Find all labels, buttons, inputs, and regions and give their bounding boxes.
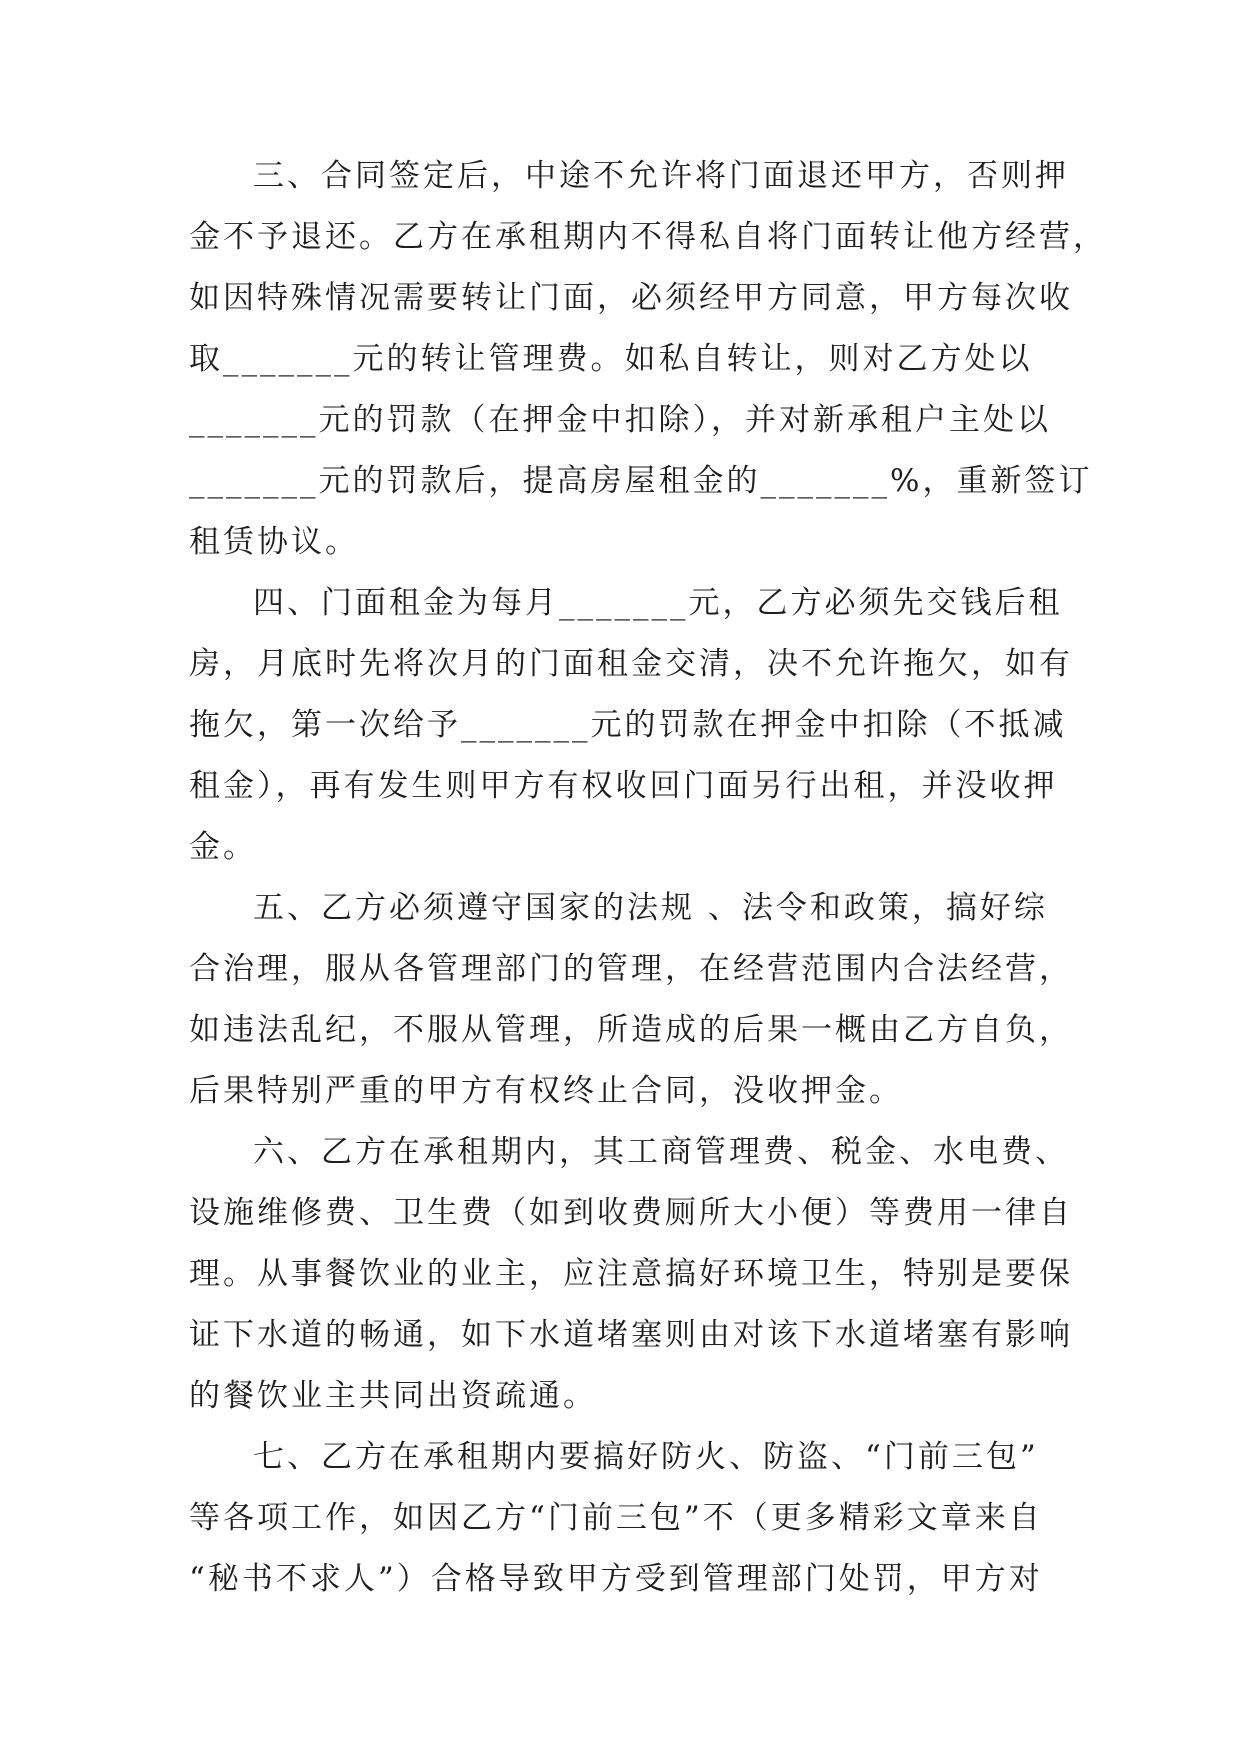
paragraph-line: 房，月底时先将次月的门面租金交清，决不允许拖欠，如有 [189, 646, 1073, 682]
paragraph-line: 五、乙方必须遵守国家的法规 、法令和政策，搞好综 [253, 890, 1048, 926]
paragraph-line: 等各项工作，如因乙方“门前三包”不（更多精彩文章来自 [189, 1500, 1043, 1536]
paragraph-line: 三、合同签定后，中途不允许将门面退还甲方，否则押 [253, 158, 1069, 194]
paragraph-line: 合治理，服从各管理部门的管理，在经营范围内合法经营， [189, 951, 1073, 987]
paragraph-line: _______元的罚款后，提高房屋租金的_______%，重新签订 [189, 463, 1093, 499]
paragraph-clause-3 [189, 146, 1107, 573]
paragraph-line: 金。 [189, 829, 257, 865]
paragraph-line: 七、乙方在承租期内要搞好防火、防盗、“门前三包” [253, 1439, 1039, 1475]
paragraph-line: 理。从事餐饮业的业主，应注意搞好环境卫生，特别是要保 [189, 1256, 1073, 1292]
paragraph-line: 设施维修费、卫生费（如到收费厕所大小便）等费用一律自 [189, 1195, 1073, 1231]
paragraph-line: 金不予退还。乙方在承租期内不得私自将门面转让他方经营， [189, 219, 1107, 255]
paragraph-line: 证下水道的畅通，如下水道堵塞则由对该下水道堵塞有影响 [189, 1317, 1073, 1353]
document-body [189, 146, 1107, 1610]
paragraph-clause-6 [189, 1122, 1073, 1427]
paragraph-clause-5 [189, 878, 1073, 1122]
paragraph-line: 如因特殊情况需要转让门面，必须经甲方同意，甲方每次收 [189, 280, 1073, 316]
paragraph-line: 后果特别严重的甲方有权终止合同，没收押金。 [189, 1073, 903, 1109]
paragraph-clause-4 [189, 573, 1073, 878]
paragraph-line: 取_______元的转让管理费。如私自转让，则对乙方处以 [189, 341, 1033, 377]
paragraph-line: 四、门面租金为每月_______元，乙方必须先交钱后租 [253, 585, 1063, 621]
paragraph-line: 租赁协议。 [189, 524, 359, 560]
paragraph-line: 的餐饮业主共同出资疏通。 [189, 1378, 597, 1414]
paragraph-line: _______元的罚款（在押金中扣除），并对新承租户主处以 [189, 402, 1051, 438]
paragraph-line: 如违法乱纪，不服从管理，所造成的后果一概由乙方自负， [189, 1012, 1073, 1048]
paragraph-line: “秘书不求人”）合格导致甲方受到管理部门处罚，甲方对 [189, 1561, 1043, 1597]
paragraph-line: 六、乙方在承租期内，其工商管理费、税金、水电费、 [253, 1134, 1069, 1170]
paragraph-line: 拖欠，第一次给予_______元的罚款在押金中扣除（不抵减 [189, 707, 1067, 743]
paragraph-clause-7 [189, 1427, 1059, 1610]
paragraph-line: 租金），再有发生则甲方有权收回门面另行出租，并没收押 [189, 768, 1058, 804]
